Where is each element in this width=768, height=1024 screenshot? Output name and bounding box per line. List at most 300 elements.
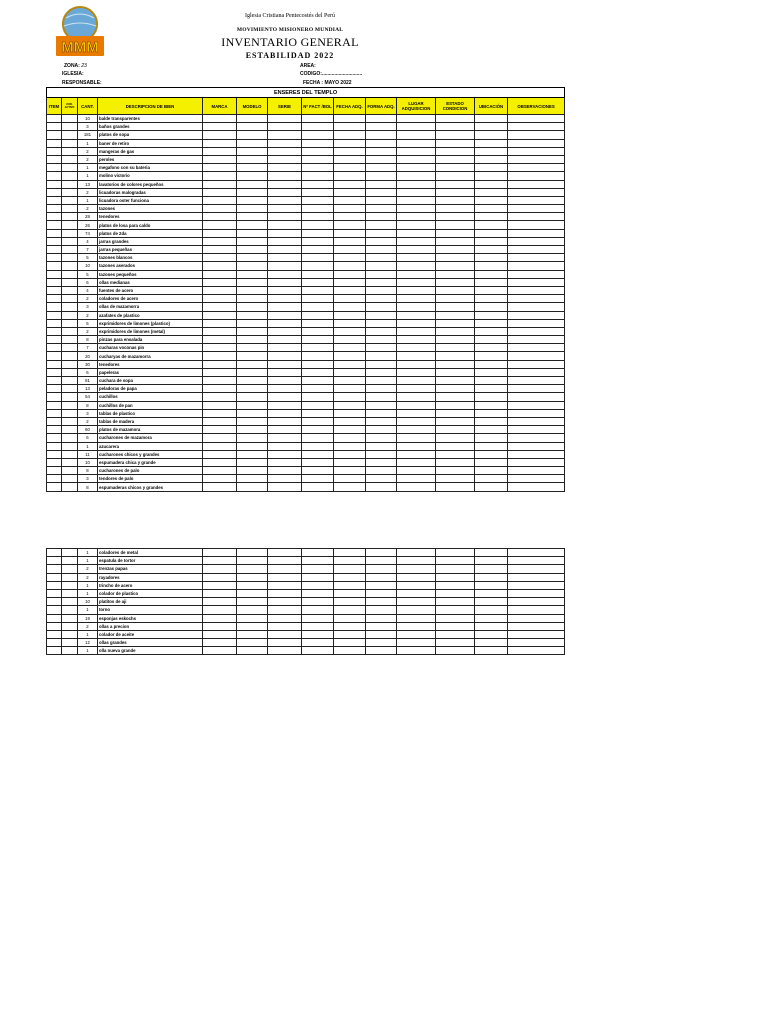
empty-cell — [475, 360, 508, 368]
empty-cell — [203, 614, 237, 622]
quantity-cell: 6 — [78, 278, 98, 286]
empty-cell — [302, 270, 334, 278]
empty-cell — [203, 352, 237, 360]
empty-cell — [366, 573, 397, 581]
empty-cell — [397, 475, 436, 483]
empty-cell — [302, 393, 334, 401]
empty-cell — [334, 196, 366, 204]
description-cell: cucharones chicos y grandes — [98, 450, 203, 458]
empty-cell — [203, 458, 237, 466]
empty-cell — [366, 360, 397, 368]
empty-cell — [268, 164, 302, 172]
empty-cell — [397, 360, 436, 368]
empty-cell — [203, 278, 237, 286]
empty-cell — [47, 172, 62, 180]
empty-cell — [508, 139, 565, 147]
empty-cell — [397, 262, 436, 270]
empty-cell — [397, 213, 436, 221]
empty-cell — [302, 368, 334, 376]
empty-cell — [366, 311, 397, 319]
empty-cell — [366, 295, 397, 303]
empty-cell — [203, 549, 237, 557]
table-row — [47, 639, 565, 647]
empty-cell — [47, 385, 62, 393]
empty-cell — [62, 393, 78, 401]
empty-cell — [397, 426, 436, 434]
empty-cell — [47, 303, 62, 311]
table-row — [47, 229, 565, 237]
empty-cell — [397, 139, 436, 147]
empty-cell — [366, 647, 397, 655]
empty-cell — [334, 549, 366, 557]
empty-cell — [366, 565, 397, 573]
empty-cell — [47, 589, 62, 597]
table-row — [47, 196, 565, 204]
empty-cell — [237, 123, 268, 131]
quantity-cell: 13 — [78, 180, 98, 188]
empty-cell — [237, 262, 268, 270]
empty-cell — [436, 172, 475, 180]
empty-cell — [268, 450, 302, 458]
description-cell: azafates de plastico — [98, 311, 203, 319]
empty-cell — [237, 475, 268, 483]
empty-cell — [47, 549, 62, 557]
empty-cell — [508, 147, 565, 155]
table-row — [47, 237, 565, 245]
empty-cell — [203, 630, 237, 638]
empty-cell — [302, 188, 334, 196]
empty-cell — [475, 246, 508, 254]
empty-cell — [475, 614, 508, 622]
empty-cell — [436, 155, 475, 163]
empty-cell — [397, 557, 436, 565]
empty-cell — [508, 344, 565, 352]
empty-cell — [47, 393, 62, 401]
description-cell: cucharones de mazamora — [98, 434, 203, 442]
description-cell: espumadera chica y grande — [98, 458, 203, 466]
empty-cell — [366, 606, 397, 614]
empty-cell — [62, 573, 78, 581]
empty-cell — [203, 426, 237, 434]
empty-cell — [397, 565, 436, 573]
description-cell: trincho de acero — [98, 581, 203, 589]
description-cell: tenedores — [98, 213, 203, 221]
empty-cell — [397, 205, 436, 213]
empty-cell — [237, 164, 268, 172]
empty-cell — [475, 221, 508, 229]
empty-cell — [237, 303, 268, 311]
empty-cell — [268, 385, 302, 393]
empty-cell — [47, 598, 62, 606]
empty-cell — [508, 573, 565, 581]
description-cell: baner de retiro — [98, 139, 203, 147]
empty-cell — [366, 246, 397, 254]
empty-cell — [62, 614, 78, 622]
empty-cell — [366, 188, 397, 196]
empty-cell — [268, 606, 302, 614]
description-cell: platos de mazamora — [98, 426, 203, 434]
empty-cell — [237, 360, 268, 368]
empty-cell — [302, 172, 334, 180]
empty-cell — [203, 131, 237, 139]
empty-cell — [508, 213, 565, 221]
table-row — [47, 246, 565, 254]
empty-cell — [397, 115, 436, 123]
description-cell: peladoras de papa — [98, 385, 203, 393]
quantity-cell: 1 — [78, 647, 98, 655]
empty-cell — [436, 188, 475, 196]
quantity-cell: 10 — [78, 598, 98, 606]
empty-cell — [508, 205, 565, 213]
empty-cell — [302, 237, 334, 245]
table-row — [47, 155, 565, 163]
table-row — [47, 344, 565, 352]
quantity-cell: 8 — [78, 467, 98, 475]
empty-cell — [237, 237, 268, 245]
description-cell: colador de plastico — [98, 589, 203, 597]
empty-cell — [62, 368, 78, 376]
empty-cell — [302, 467, 334, 475]
empty-cell — [436, 557, 475, 565]
quantity-cell: 6 — [78, 368, 98, 376]
empty-cell — [47, 647, 62, 655]
empty-cell — [436, 483, 475, 491]
empty-cell — [397, 549, 436, 557]
empty-cell — [334, 409, 366, 417]
empty-cell — [397, 442, 436, 450]
empty-cell — [302, 246, 334, 254]
empty-cell — [508, 393, 565, 401]
empty-cell — [62, 417, 78, 425]
description-cell: jarras grandes — [98, 237, 203, 245]
empty-cell — [302, 458, 334, 466]
empty-cell — [475, 139, 508, 147]
quantity-cell: 2 — [78, 565, 98, 573]
empty-cell — [302, 630, 334, 638]
empty-cell — [268, 581, 302, 589]
empty-cell — [237, 589, 268, 597]
empty-cell — [302, 205, 334, 213]
empty-cell — [237, 598, 268, 606]
empty-cell — [436, 180, 475, 188]
empty-cell — [203, 237, 237, 245]
empty-cell — [366, 115, 397, 123]
empty-cell — [302, 180, 334, 188]
empty-cell — [397, 155, 436, 163]
empty-cell — [397, 188, 436, 196]
empty-cell — [366, 147, 397, 155]
empty-cell — [334, 303, 366, 311]
description-cell: jarras pequeñas — [98, 246, 203, 254]
table-row — [47, 303, 565, 311]
table-row — [47, 450, 565, 458]
table-row — [47, 393, 565, 401]
empty-cell — [508, 360, 565, 368]
empty-cell — [508, 565, 565, 573]
empty-cell — [397, 246, 436, 254]
empty-cell — [237, 229, 268, 237]
empty-cell — [436, 589, 475, 597]
empty-cell — [203, 319, 237, 327]
empty-cell — [334, 254, 366, 262]
table-row — [47, 565, 565, 573]
quantity-cell: 10 — [78, 262, 98, 270]
empty-cell — [47, 426, 62, 434]
table-row — [47, 573, 565, 581]
empty-cell — [203, 213, 237, 221]
empty-cell — [436, 417, 475, 425]
empty-cell — [237, 188, 268, 196]
empty-cell — [436, 131, 475, 139]
empty-cell — [397, 336, 436, 344]
empty-cell — [334, 385, 366, 393]
empty-cell — [47, 483, 62, 491]
description-cell: megafono con su bateria — [98, 164, 203, 172]
description-cell: lavatorios de colores pequeños — [98, 180, 203, 188]
empty-cell — [508, 442, 565, 450]
empty-cell — [268, 270, 302, 278]
empty-cell — [366, 123, 397, 131]
empty-cell — [47, 352, 62, 360]
quantity-cell: 5 — [78, 270, 98, 278]
empty-cell — [47, 229, 62, 237]
empty-cell — [302, 196, 334, 204]
empty-cell — [268, 409, 302, 417]
empty-cell — [334, 483, 366, 491]
empty-cell — [366, 139, 397, 147]
empty-cell — [366, 377, 397, 385]
table-row — [47, 614, 565, 622]
empty-cell — [302, 286, 334, 294]
empty-cell — [508, 229, 565, 237]
empty-cell — [475, 131, 508, 139]
document-title: INVENTARIO GENERAL — [221, 35, 359, 49]
quantity-cell: 2 — [78, 417, 98, 425]
empty-cell — [237, 434, 268, 442]
empty-cell — [62, 557, 78, 565]
empty-cell — [397, 630, 436, 638]
empty-cell — [47, 581, 62, 589]
empty-cell — [397, 172, 436, 180]
empty-cell — [268, 368, 302, 376]
empty-cell — [475, 115, 508, 123]
empty-cell — [62, 622, 78, 630]
empty-cell — [268, 417, 302, 425]
empty-cell — [475, 606, 508, 614]
empty-cell — [508, 270, 565, 278]
empty-cell — [334, 639, 366, 647]
empty-cell — [397, 286, 436, 294]
empty-cell — [508, 557, 565, 565]
empty-cell — [62, 475, 78, 483]
empty-cell — [268, 262, 302, 270]
empty-cell — [62, 426, 78, 434]
empty-cell — [436, 196, 475, 204]
empty-cell — [47, 557, 62, 565]
empty-cell — [508, 426, 565, 434]
empty-cell — [366, 393, 397, 401]
table-row — [47, 622, 565, 630]
empty-cell — [62, 565, 78, 573]
empty-cell — [302, 606, 334, 614]
empty-cell — [334, 614, 366, 622]
empty-cell — [366, 409, 397, 417]
empty-cell — [366, 336, 397, 344]
empty-cell — [302, 303, 334, 311]
quantity-cell: 28 — [78, 213, 98, 221]
empty-cell — [436, 139, 475, 147]
table-row — [47, 319, 565, 327]
empty-cell — [436, 147, 475, 155]
empty-cell — [508, 581, 565, 589]
empty-cell — [62, 327, 78, 335]
description-cell: cuchillos de pan — [98, 401, 203, 409]
empty-cell — [366, 589, 397, 597]
empty-cell — [397, 385, 436, 393]
empty-cell — [436, 278, 475, 286]
empty-cell — [237, 483, 268, 491]
empty-cell — [62, 196, 78, 204]
empty-cell — [475, 589, 508, 597]
empty-cell — [302, 442, 334, 450]
empty-cell — [475, 270, 508, 278]
empty-cell — [436, 303, 475, 311]
empty-cell — [334, 213, 366, 221]
empty-cell — [508, 196, 565, 204]
empty-cell — [436, 475, 475, 483]
empty-cell — [47, 573, 62, 581]
empty-cell — [397, 467, 436, 475]
empty-cell — [508, 450, 565, 458]
empty-cell — [436, 295, 475, 303]
description-cell: cucharyas de mazamorra — [98, 352, 203, 360]
empty-cell — [334, 434, 366, 442]
empty-cell — [62, 639, 78, 647]
empty-cell — [366, 417, 397, 425]
description-cell: tablas de madera — [98, 417, 203, 425]
description-cell: papeleras — [98, 368, 203, 376]
empty-cell — [62, 246, 78, 254]
empty-cell — [334, 368, 366, 376]
empty-cell — [397, 622, 436, 630]
empty-cell — [436, 221, 475, 229]
empty-cell — [302, 336, 334, 344]
empty-cell — [397, 254, 436, 262]
empty-cell — [203, 557, 237, 565]
empty-cell — [397, 614, 436, 622]
quantity-cell: 2 — [78, 188, 98, 196]
empty-cell — [47, 565, 62, 573]
col-item: ITEM — [47, 98, 62, 115]
empty-cell — [62, 131, 78, 139]
empty-cell — [475, 450, 508, 458]
empty-cell — [436, 360, 475, 368]
empty-cell — [47, 458, 62, 466]
empty-cell — [237, 327, 268, 335]
empty-cell — [366, 229, 397, 237]
empty-cell — [268, 278, 302, 286]
empty-cell — [62, 630, 78, 638]
empty-cell — [237, 155, 268, 163]
empty-cell — [475, 434, 508, 442]
quantity-cell: 1 — [78, 549, 98, 557]
empty-cell — [436, 352, 475, 360]
empty-cell — [203, 254, 237, 262]
empty-cell — [508, 614, 565, 622]
table-row — [47, 458, 565, 466]
empty-cell — [397, 123, 436, 131]
empty-cell — [508, 172, 565, 180]
col-serie: SERIE — [268, 98, 302, 115]
empty-cell — [334, 426, 366, 434]
empty-cell — [334, 581, 366, 589]
empty-cell — [203, 598, 237, 606]
table-row — [47, 442, 565, 450]
empty-cell — [47, 327, 62, 335]
table-row — [47, 213, 565, 221]
empty-cell — [436, 565, 475, 573]
empty-cell — [334, 401, 366, 409]
empty-cell — [475, 205, 508, 213]
empty-cell — [436, 450, 475, 458]
empty-cell — [203, 188, 237, 196]
empty-cell — [47, 630, 62, 638]
quantity-cell: 3 — [78, 475, 98, 483]
empty-cell — [334, 311, 366, 319]
empty-cell — [475, 319, 508, 327]
empty-cell — [268, 180, 302, 188]
empty-cell — [436, 573, 475, 581]
empty-cell — [436, 581, 475, 589]
empty-cell — [237, 295, 268, 303]
description-cell: espumaderas chicos y grandes — [98, 483, 203, 491]
empty-cell — [47, 344, 62, 352]
empty-cell — [334, 360, 366, 368]
table-row — [47, 180, 565, 188]
empty-cell — [268, 254, 302, 262]
empty-cell — [366, 467, 397, 475]
empty-cell — [203, 180, 237, 188]
empty-cell — [475, 483, 508, 491]
description-cell: platitos de aji — [98, 598, 203, 606]
empty-cell — [203, 647, 237, 655]
empty-cell — [334, 123, 366, 131]
empty-cell — [237, 393, 268, 401]
empty-cell — [475, 557, 508, 565]
empty-cell — [397, 573, 436, 581]
empty-cell — [237, 336, 268, 344]
iglesia-label: IGLESIA: — [62, 71, 84, 77]
empty-cell — [508, 311, 565, 319]
empty-cell — [62, 352, 78, 360]
empty-cell — [203, 589, 237, 597]
empty-cell — [508, 434, 565, 442]
empty-cell — [397, 131, 436, 139]
table-row — [47, 581, 565, 589]
description-cell: trenzas papas — [98, 565, 203, 573]
empty-cell — [436, 205, 475, 213]
empty-cell — [203, 377, 237, 385]
empty-cell — [47, 606, 62, 614]
empty-cell — [334, 458, 366, 466]
empty-cell — [436, 434, 475, 442]
empty-cell — [436, 409, 475, 417]
empty-cell — [237, 344, 268, 352]
empty-cell — [62, 205, 78, 213]
table-row — [47, 278, 565, 286]
empty-cell — [47, 409, 62, 417]
col-cant: CANT. — [78, 98, 98, 115]
